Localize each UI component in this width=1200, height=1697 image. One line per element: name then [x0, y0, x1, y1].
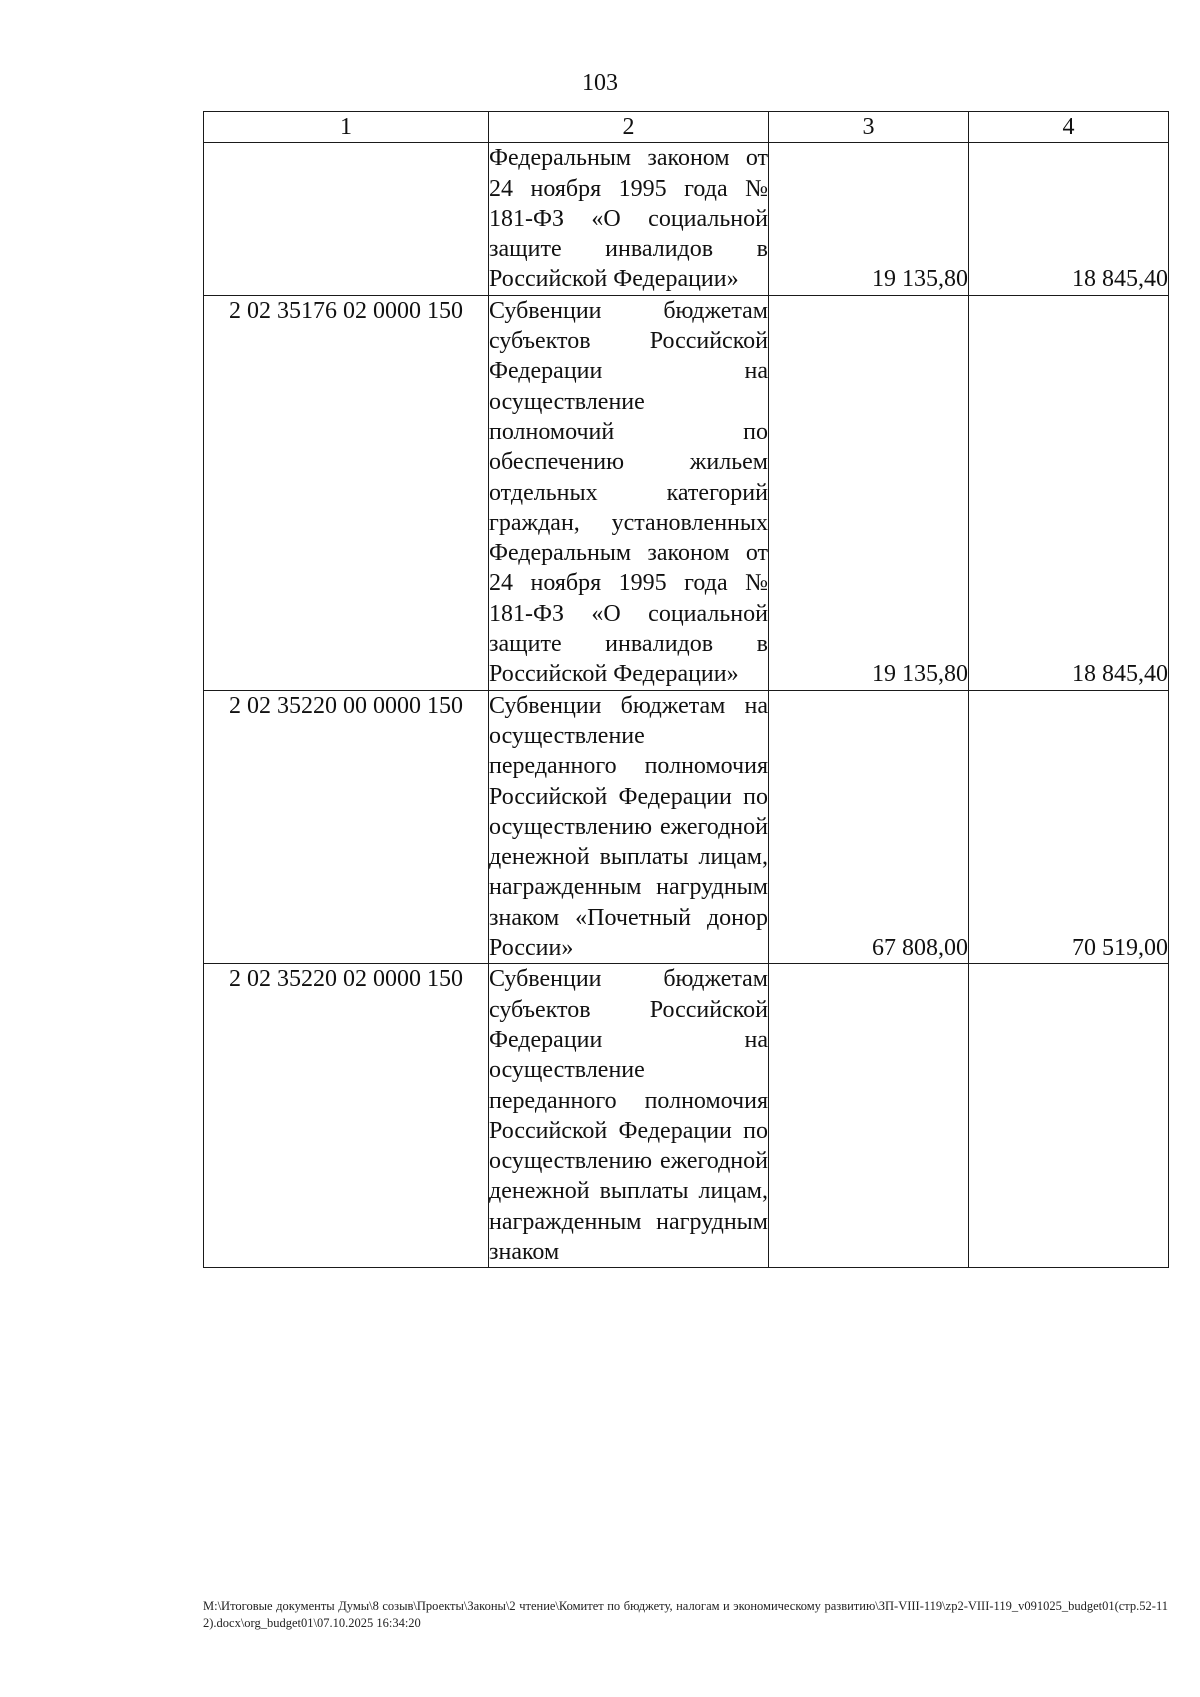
- page-number: 103: [582, 70, 618, 96]
- amount-col3-cell: [769, 964, 969, 1268]
- column-header-2: 2: [489, 112, 769, 143]
- description-cell: Субвенции бюджетам субъектов Российской Федерации на осуществление полномочий по обеспечению жильем отдельных категорий граждан, установленных Федеральным законом от 24 ноября 1995 года № 181-ФЗ «О социальной защите инвалидов в Российской Федерации»: [489, 295, 769, 690]
- budget-code-cell: 2 02 35220 02 0000 150: [204, 964, 489, 1268]
- table-row: [204, 295, 1169, 690]
- budget-table: [203, 111, 1169, 1268]
- description-cell: Субвенции бюджетам на осуществление переданного полномочия Российской Федерации по осуществлению ежегодной денежной выплаты лицам, награжденным нагрудным знаком «Почетный донор России»: [489, 690, 769, 964]
- table-header-row: [204, 112, 1169, 143]
- table-row: [204, 964, 1169, 1268]
- table-row: [204, 143, 1169, 295]
- budget-code-cell: 2 02 35220 00 0000 150: [204, 690, 489, 964]
- file-path-footer: M:\Итоговые документы Думы\8 созыв\Проекты\Законы\2 чтение\Комитет по бюджету, налогам и экономическому развитию\ЗП-VIII-119\zp2-VIII-119_v091025_budget01(стр.52-112).docx\org_budget01\07.10.2025 16:34:20: [203, 1599, 1168, 1630]
- amount-col4-cell: 70 519,00: [969, 690, 1169, 964]
- column-header-1: 1: [204, 112, 489, 143]
- amount-col3-cell: 67 808,00: [769, 690, 969, 964]
- column-header-3: 3: [769, 112, 969, 143]
- budget-code-cell: [204, 143, 489, 295]
- description-cell: Субвенции бюджетам субъектов Российской Федерации на осуществление переданного полномочия Российской Федерации по осуществлению ежегодной денежной выплаты лицам, награжденным нагрудным знаком: [489, 964, 769, 1268]
- amount-col3-cell: 19 135,80: [769, 295, 969, 690]
- amount-col4-cell: 18 845,40: [969, 143, 1169, 295]
- column-header-4: 4: [969, 112, 1169, 143]
- amount-col3-cell: 19 135,80: [769, 143, 969, 295]
- amount-col4-cell: [969, 964, 1169, 1268]
- budget-code-cell: 2 02 35176 02 0000 150: [204, 295, 489, 690]
- table-row: [204, 690, 1169, 964]
- description-cell: Федеральным законом от 24 ноября 1995 года № 181-ФЗ «О социальной защите инвалидов в Российской Федерации»: [489, 143, 769, 295]
- amount-col4-cell: 18 845,40: [969, 295, 1169, 690]
